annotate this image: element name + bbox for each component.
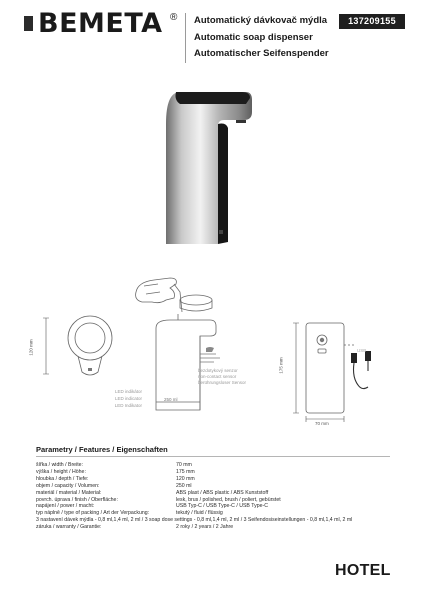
brand-logo: BEMETA bbox=[38, 8, 163, 39]
param-label: výška / height / Höhe: bbox=[36, 468, 86, 475]
usb-plug-left bbox=[351, 353, 357, 363]
front-sensor-dot bbox=[320, 338, 324, 342]
param-label: záruka / warranty / Garantie: bbox=[36, 524, 102, 531]
top-view-inner bbox=[75, 323, 105, 353]
sensor-label-german: berührungsloser Sensor bbox=[198, 380, 247, 385]
sensor-hand-icon bbox=[206, 347, 214, 352]
led-label-english: LED indicator bbox=[114, 396, 142, 401]
height-dimension-label: 175 mm bbox=[278, 357, 284, 374]
dispenser-arm bbox=[166, 92, 252, 244]
dispenser-window bbox=[218, 124, 228, 245]
param-label: hloubka / depth / Tiefe: bbox=[36, 475, 89, 482]
depth-dimension-line bbox=[43, 318, 49, 374]
height-dimension-line bbox=[293, 323, 299, 413]
side-view-drawing bbox=[40, 312, 120, 382]
refill-cap bbox=[180, 295, 212, 305]
refill-cap-body bbox=[180, 300, 212, 311]
param-row bbox=[36, 462, 396, 469]
sensor-waves bbox=[200, 354, 220, 362]
param-value: USB Typ-C / USB Type-C / USB Type-C bbox=[176, 503, 268, 510]
dispenser-led bbox=[219, 230, 223, 234]
category-label: HOTEL bbox=[335, 562, 391, 579]
param-value: 120 mm bbox=[176, 475, 195, 482]
param-row bbox=[36, 483, 396, 490]
param-value: 2 roky / 2 years / 2 Jahre bbox=[176, 524, 234, 531]
sensor-label-english: non-contact sensor bbox=[198, 374, 237, 379]
brand-mark bbox=[24, 16, 33, 31]
param-label: typ náplně / type of packing / Art der Verpackung: bbox=[36, 510, 150, 517]
registered-mark: ® bbox=[170, 12, 178, 23]
param-label: objem / capacity / Volumen: bbox=[36, 482, 100, 489]
title-czech: Automatický dávkovač mýdla bbox=[194, 15, 328, 26]
param-value: tekutý / fluid / flüssig bbox=[176, 510, 223, 517]
depth-dimension-label: 120 mm bbox=[28, 339, 34, 356]
param-label: napájení / power / macht: bbox=[36, 503, 95, 510]
param-row bbox=[36, 510, 396, 517]
param-value: lesk, brus / polished, brush / poliert, gebürstet bbox=[176, 496, 281, 503]
led-marker bbox=[88, 368, 92, 371]
param-value: 175 mm bbox=[176, 468, 195, 475]
param-value: ABS plast / ABS plastic / ABS Kunststoff bbox=[176, 489, 269, 496]
param-label: povrch. úprava / finish / Oberfläche: bbox=[36, 496, 118, 503]
param-row bbox=[36, 524, 396, 531]
param-row bbox=[36, 497, 396, 504]
product-photo bbox=[150, 80, 260, 250]
param-row bbox=[36, 517, 396, 524]
product-titles bbox=[194, 13, 329, 63]
params-divider bbox=[36, 456, 390, 457]
dispenser-nozzle bbox=[236, 120, 246, 123]
title-english: Automatic soap dispenser bbox=[194, 31, 313, 43]
param-row bbox=[36, 490, 396, 497]
front-view-drawing bbox=[282, 315, 392, 430]
usb-cable bbox=[354, 363, 369, 389]
param-value: 70 mm bbox=[176, 462, 192, 468]
hand-outline bbox=[136, 278, 177, 303]
param-row bbox=[36, 503, 396, 510]
top-view-stem bbox=[78, 356, 102, 375]
width-dimension-label: 70 mm bbox=[315, 421, 329, 426]
usb-label: USB bbox=[357, 348, 367, 353]
led-label-german: LED Indikator bbox=[114, 403, 142, 408]
param-value: 250 ml bbox=[176, 482, 192, 489]
params-title: Parametry / Features / Eigenschaften bbox=[36, 445, 168, 454]
sensor-labels bbox=[198, 368, 246, 386]
sku-badge: 137209155 bbox=[339, 14, 405, 29]
sensor-label-czech: bezdotykový senzor bbox=[198, 368, 238, 373]
hand-fingers bbox=[144, 284, 160, 294]
led-label-czech: LED indikátor bbox=[114, 389, 142, 394]
led-indicator-labels bbox=[90, 388, 142, 409]
param-label: materiál / material / Material: bbox=[36, 489, 102, 496]
param-label: šířka / width / Breite: bbox=[36, 462, 83, 468]
param-label: 3 nastavení dávek mýdla - 0,8 ml,1,4 ml, 2 ml / 3 soap dose settings - 0,8 ml,1,4 ml, 2 ml / 3 Seifendosiseinstellungen - 0,8 ml,1,4 ml, 2 ml bbox=[36, 517, 353, 524]
front-button bbox=[318, 349, 326, 353]
title-divider bbox=[185, 13, 186, 63]
param-row bbox=[36, 469, 396, 476]
params-table bbox=[36, 462, 396, 531]
param-row bbox=[36, 476, 396, 483]
volume-label: 250 ml bbox=[164, 397, 178, 402]
title-german: Automatischer Seifenspender bbox=[194, 48, 329, 59]
dispenser-top-panel bbox=[176, 92, 251, 104]
